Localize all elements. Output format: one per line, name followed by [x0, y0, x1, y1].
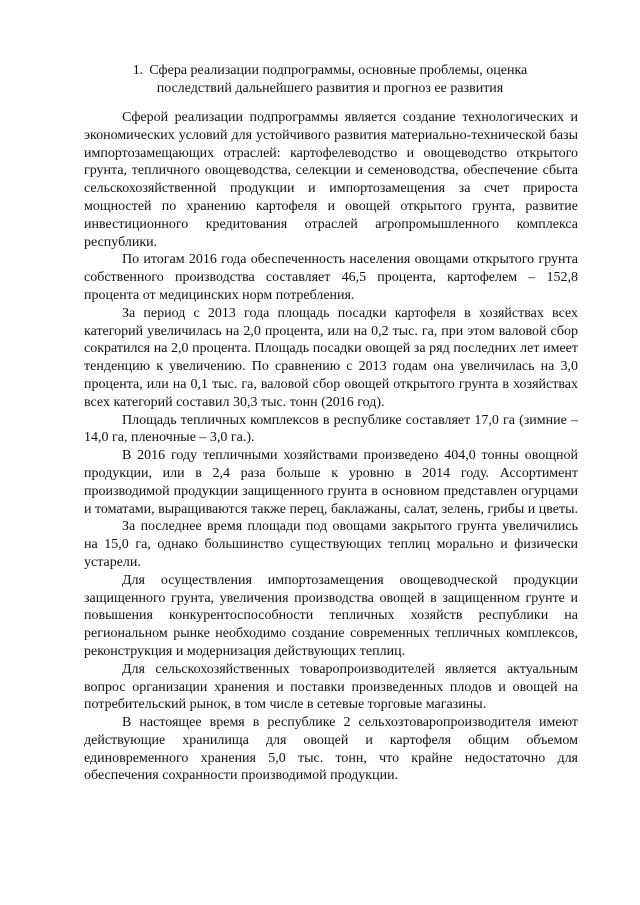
body-text — [84, 109, 578, 785]
section-heading — [100, 62, 560, 98]
section-title: Сфера реализации подпрограммы, основные проблемы, оценка последствий дальнейшего развития и прогноз ее развития — [149, 63, 528, 96]
paragraph: Сферой реализации подпрограммы является создание технологических и экономических условий для устойчивого развития материально-технической базы импортозамещающих отраслей: картофелеводство и овощеводство открытого грунта, тепличного овощеводства, селекции и семеноводства, обеспечение сбыта сельскохозяйственной продукции и импортозамещения за счет прироста мощностей по хранению картофеля и овощей открытого грунта, развитие инвестиционного кредитования отраслей агропромышленного комплекса республики. — [84, 110, 578, 250]
paragraph: В 2016 году тепличными хозяйствами произведено 404,0 тонны овощной продукции, или в 2,4 раза больше к уровню в 2014 году. Ассортимент производимой продукции защищенного грунта в основном представлен огурцами и томатами, выращиваются также перец, баклажаны, салат, зелень, грибы и цветы. — [84, 448, 578, 517]
paragraph: По итогам 2016 года обеспеченность населения овощами открытого грунта собственного производства составляет 46,5 процента, картофелем – 152,8 процента от медицинских норм потребления. — [84, 252, 578, 303]
paragraph: Для осуществления импортозамещения овощеводческой продукции защищенного грунта, увеличения производства овощей в защищенном грунте и повышения конкурентоспособности тепличных хозяйств республики на региональном рынке необходимо создание современных тепличных комплексов, реконструкция и модернизация действующих теплиц. — [84, 572, 578, 659]
paragraph: В настоящее время в республике 2 сельхозтоваропроизводителя имеют действующие хранилища для овощей и картофеля общим объемом единовременного хранения 5,0 тыс. тонн, что крайне недостаточно для обеспечения сохранности производимой продукции. — [84, 715, 578, 784]
paragraph: Для сельскохозяйственных товаропроизводителей является актуальным вопрос организации хранения и поставки произведенных плодов и овощей на потребительский рынок, в том числе в сетевые торговые магазины. — [84, 661, 578, 713]
paragraph: За период с 2013 года площадь посадки картофеля в хозяйствах всех категорий увеличилась на 2,0 процента, или на 0,2 тыс. га, при этом валовой сбор сократился на 2,0 процента. Площадь посадки овощей за ряд последних лет имеет тенденцию к увеличению. По сравнению с 2013 годам она увеличилась на 3,0 процента, или на 0,1 тыс. га, валовой сбор овощей открытого грунта в хозяйствах всех категорий составил 30,3 тыс. тонн (2016 год). — [84, 305, 578, 410]
paragraph: За последнее время площади под овощами закрытого грунта увеличились на 15,0 га, однако большинство существующих теплиц морально и физически устарели. — [84, 519, 578, 570]
section-number: 1. — [132, 63, 144, 78]
paragraph: Площадь тепличных комплексов в республике составляет 17,0 га (зимние – 14,0 га, пленочные – 3,0 га.). — [84, 412, 578, 446]
